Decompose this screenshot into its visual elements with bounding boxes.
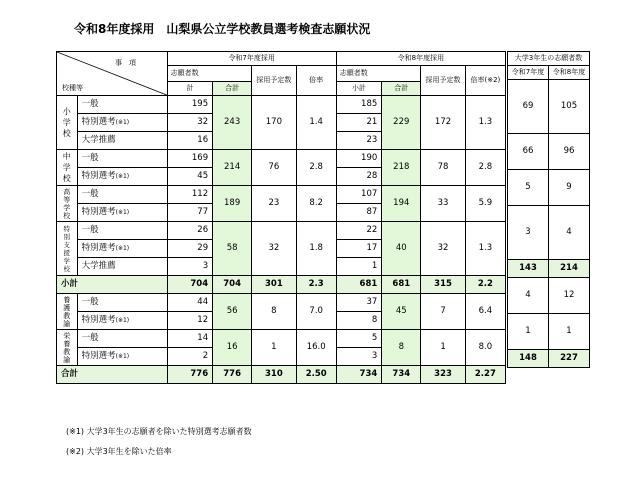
total-row: 合計 776 776 310 2.50 734 734 323 2.27: [57, 366, 506, 384]
table-row: 特別選考(※1) 77 87: [57, 204, 506, 222]
table-row: 栄 養 教 諭 一般 14 16 1 16.0 5 8 1 8.0: [57, 330, 506, 348]
subtotal-row: 小計 704 704 301 2.3 681 681 315 2.2: [57, 276, 506, 294]
table-row: 大学推薦 16 23: [57, 132, 506, 150]
r8-yotei-header: 採用予定数: [421, 66, 465, 96]
category-junior-high: 中 学 校: [57, 150, 78, 186]
side-r7-header: 令和7年度: [508, 66, 549, 80]
header-corner-cell: [57, 52, 168, 96]
koushu-label: 校種等: [62, 84, 83, 92]
category-special-support: 特 別 支 援 学 校: [57, 222, 78, 276]
r8-bairitsu-header: 倍率(※2): [465, 66, 505, 96]
footnote-1: (※1) 大学3年生の志願者を除いた特別選考志願者数: [66, 427, 252, 436]
table-row: 特別選考(※1) 29 17: [57, 240, 506, 258]
r7-bairitsu-header: 倍率: [296, 66, 336, 96]
table-row: 特 別 支 援 学 校 一般 26 58 32 1.8 22 40 32 1.3: [57, 222, 506, 240]
side-title: 大学3年生の志願者数: [508, 52, 590, 66]
footnote-2: (※2) 大学3年生を除いた倍率: [66, 447, 172, 456]
r7-yotei-header: 採用予定数: [252, 66, 296, 96]
applicants-table: [56, 51, 506, 384]
r7-header: 令和7年度採用: [167, 52, 336, 66]
category-eiyo: 栄 養 教 諭: [57, 330, 78, 366]
table-row: 大学推薦 3 1: [57, 258, 506, 276]
table-row: 特別選考(※1) 12 8: [57, 312, 506, 330]
category-elementary: 小 学 校: [57, 96, 78, 150]
table-row: 小 学 校 一般 195 243 170 1.4 185 229 172 1.3: [57, 96, 506, 114]
r8-shoukei-header: 小計: [336, 82, 382, 96]
table-row: 特別選考(※1) 2 3: [57, 348, 506, 366]
r7-kei-header: 計: [167, 82, 213, 96]
table-row: 養 護 教 諭 一般 44 56 8 7.0 37 45 7 6.4: [57, 294, 506, 312]
third-year-applicants-table: 大学3年生の志願者数 令和7年度 令和8年度 69 105 66 96 5 9 3 4 143 214 4 12 1 1 148 227: [507, 51, 590, 368]
category-yogo: 養 護 教 諭: [57, 294, 78, 330]
category-high-school: 高 等 学 校: [57, 186, 78, 222]
jiko-label: 事 項: [115, 59, 136, 67]
r8-shigan-header: 志願者数: [336, 66, 421, 82]
side-r8-header: 令和8年度: [549, 66, 590, 80]
page-title: 令和8年度採用 山梨県公立学校教員選考検査志願状況: [74, 22, 371, 36]
r8-header: 令和8年度採用: [336, 52, 505, 66]
r8-goukei-header: 合計: [382, 82, 421, 96]
table-row: 特別選考(※1) 32 21: [57, 114, 506, 132]
table-row: 特別選考(※1) 45 28: [57, 168, 506, 186]
r7-shigan-header: 志願者数: [167, 66, 252, 82]
r7-goukei-header: 合計: [213, 82, 252, 96]
table-row: 中 学 校 一般 169 214 76 2.8 190 218 78 2.8: [57, 150, 506, 168]
table-row: 高 等 学 校 一般 112 189 23 8.2 107 194 33 5.9: [57, 186, 506, 204]
